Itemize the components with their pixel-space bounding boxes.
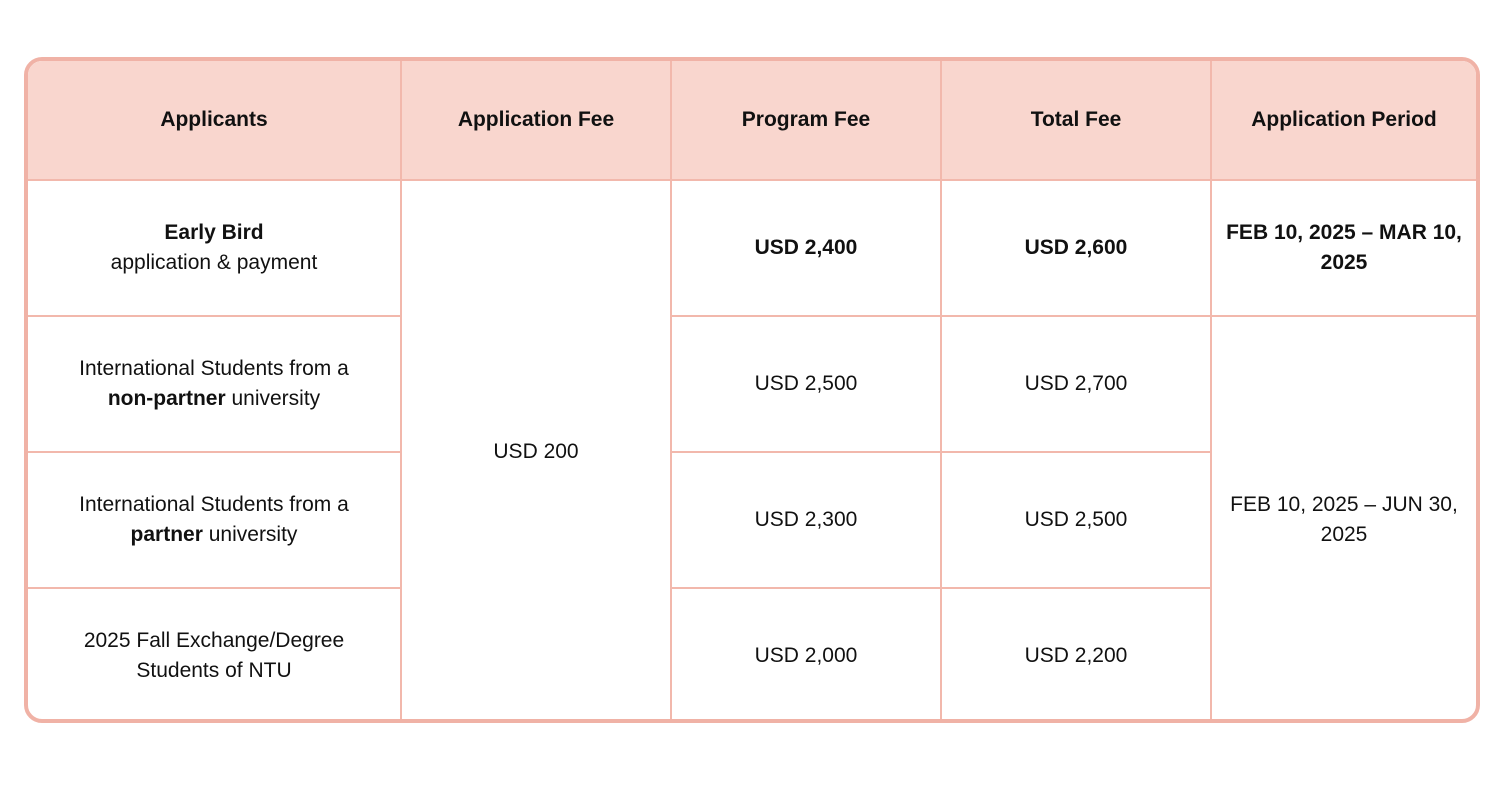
applicant-bold-text: non-partner (107, 387, 226, 410)
program-fee-cell: USD 2,000 (671, 588, 941, 723)
table-row (28, 180, 1476, 316)
header-applicants: Applicants (28, 61, 401, 180)
program-fee-cell: USD 2,400 (671, 180, 941, 316)
header-program-fee: Program Fee (671, 61, 941, 180)
total-fee-cell: USD 2,700 (941, 316, 1211, 452)
header-application-fee: Application Fee (401, 61, 671, 180)
fee-table-frame (24, 57, 1480, 723)
total-fee-cell: USD 2,600 (941, 180, 1211, 316)
applicant-cell (28, 588, 401, 723)
total-fee-cell: USD 2,500 (941, 452, 1211, 588)
applicant-cell (28, 452, 401, 588)
table-row (28, 316, 1476, 452)
applicant-text: university (225, 387, 321, 410)
applicant-bold-text: partner (130, 523, 203, 546)
header-total-fee: Total Fee (941, 61, 1211, 180)
applicant-text: Students of NTU (136, 659, 292, 682)
applicant-text: International Students from a (79, 357, 349, 380)
application-period-cell: FEB 10, 2025 – JUN 30, 2025 (1211, 316, 1476, 723)
applicant-bold-text: Early Bird (164, 221, 264, 244)
applicant-text: International Students from a (79, 493, 349, 516)
fee-table (28, 61, 1476, 723)
program-fee-cell: USD 2,500 (671, 316, 941, 452)
applicant-cell (28, 180, 401, 316)
applicant-text: university (202, 523, 298, 546)
program-fee-cell: USD 2,300 (671, 452, 941, 588)
applicant-text: application & payment (110, 251, 318, 274)
table-header-row (28, 61, 1476, 180)
header-application-period: Application Period (1211, 61, 1476, 180)
applicant-text: 2025 Fall Exchange/Degree (83, 629, 345, 652)
total-fee-cell: USD 2,200 (941, 588, 1211, 723)
application-period-cell: FEB 10, 2025 – MAR 10, 2025 (1211, 180, 1476, 316)
application-fee-cell: USD 200 (401, 180, 671, 723)
applicant-cell (28, 316, 401, 452)
